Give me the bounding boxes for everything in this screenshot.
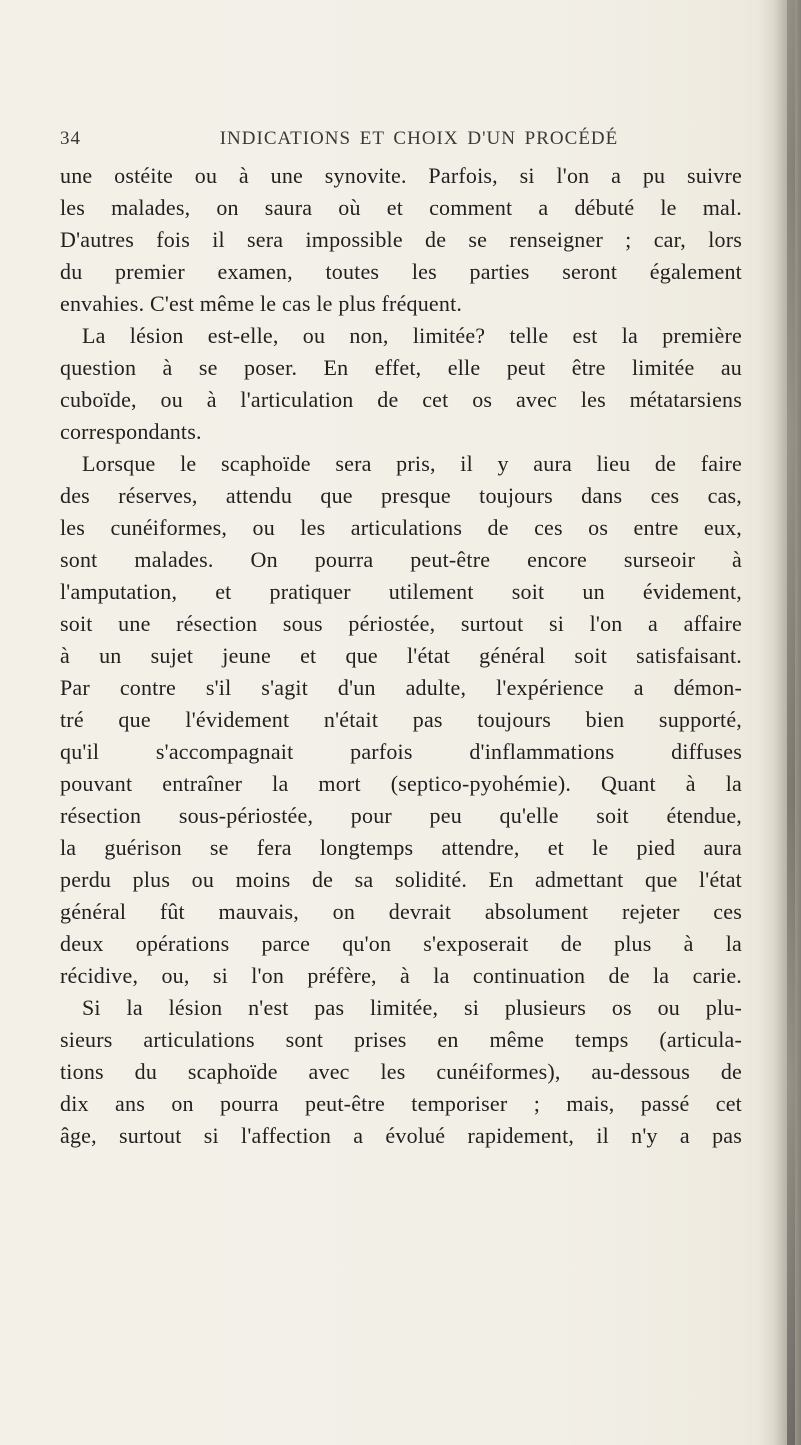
body-text xyxy=(60,160,742,1152)
text-line: âge, surtout si l'affection a évolué rapidement, il n'y a pas xyxy=(60,1123,742,1148)
text-line: des réserves, attendu que presque toujours dans ces cas, xyxy=(60,483,742,508)
text-line: D'autres fois il sera impossible de se renseigner ; car, lors xyxy=(60,227,742,252)
text-line: sont malades. On pourra peut-être encore surseoir à xyxy=(60,547,742,572)
page-header xyxy=(60,128,730,156)
text-line: sieurs articulations sont prises en même temps (articula- xyxy=(60,1027,742,1052)
text-line: Si la lésion n'est pas limitée, si plusieurs os ou plu- xyxy=(82,995,742,1020)
text-line: qu'il s'accompagnait parfois d'inflammations diffuses xyxy=(60,739,742,764)
text-line: deux opérations parce qu'on s'exposerait de plus à la xyxy=(60,931,742,956)
text-line: résection sous-périostée, pour peu qu'elle soit étendue, xyxy=(60,803,742,828)
text-line: pouvant entraîner la mort (septico-pyohémie). Quant à la xyxy=(60,771,742,796)
text-line: correspondants. xyxy=(60,419,202,444)
text-line: général fût mauvais, on devrait absolument rejeter ces xyxy=(60,899,742,924)
text-line: La lésion est-elle, ou non, limitée? telle est la première xyxy=(82,323,742,348)
text-line: perdu plus ou moins de sa solidité. En admettant que l'état xyxy=(60,867,742,892)
running-title: INDICATIONS ET CHOIX D'UN PROCÉDÉ xyxy=(219,128,619,149)
text-line: soit une résection sous périostée, surtout si l'on a affaire xyxy=(60,611,742,636)
text-line: envahies. C'est même le cas le plus fréquent. xyxy=(60,291,463,316)
binding-shadow xyxy=(787,0,795,1445)
text-line: une ostéite ou à une synovite. Parfois, si l'on a pu suivre xyxy=(60,163,742,188)
text-line: à un sujet jeune et que l'état général soit satisfaisant. xyxy=(60,643,742,668)
text-line: tré que l'évidement n'était pas toujours bien supporté, xyxy=(60,707,742,732)
text-line: les cunéiformes, ou les articulations de ces os entre eux, xyxy=(60,515,742,540)
text-line: l'amputation, et pratiquer utilement soit un évidement, xyxy=(60,579,742,604)
text-line: dix ans on pourra peut-être temporiser ; mais, passé cet xyxy=(60,1091,742,1116)
text-line: cuboïde, ou à l'articulation de cet os avec les métatarsiens xyxy=(60,387,742,412)
text-line: les malades, on saura où et comment a débuté le mal. xyxy=(60,195,742,220)
text-line: tions du scaphoïde avec les cunéiformes), au-dessous de xyxy=(60,1059,742,1084)
text-line: la guérison se fera longtemps attendre, et le pied aura xyxy=(60,835,742,860)
text-line: Par contre s'il s'agit d'un adulte, l'expérience a démon- xyxy=(60,675,742,700)
text-line: question à se poser. En effet, elle peut être limitée au xyxy=(60,355,742,380)
text-line: Lorsque le scaphoïde sera pris, il y aura lieu de faire xyxy=(82,451,742,476)
page-number: 34 xyxy=(60,128,81,149)
text-line: du premier examen, toutes les parties seront également xyxy=(60,259,742,284)
text-line: récidive, ou, si l'on préfère, à la continuation de la carie. xyxy=(60,963,742,988)
